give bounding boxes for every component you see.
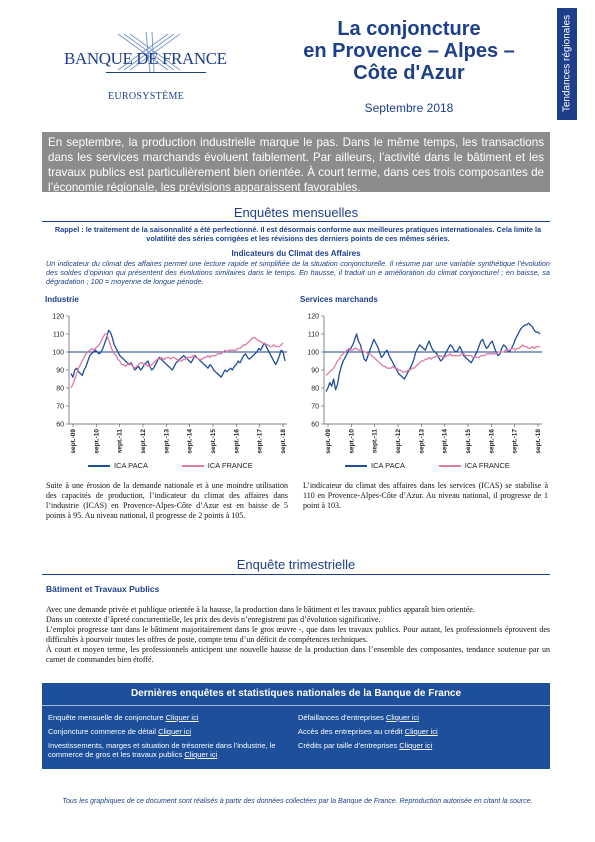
- x-tick-label: sept.-12: [140, 429, 147, 454]
- y-tick-label: 70: [56, 403, 64, 411]
- x-tick-label: sept.-14: [441, 429, 449, 454]
- y-tick-label: 110: [307, 331, 319, 339]
- logo: [58, 32, 228, 106]
- services-commentary: L’indicateur du climat des affaires dans les services (ICAS) se stabilise à 110 en Provence-Alpes-Côte d’Azur. Au niveau national, il progresse de 1 point à 103.: [303, 481, 548, 510]
- y-tick-label: 120: [307, 313, 319, 321]
- x-tick-label: sept.-10: [93, 429, 101, 454]
- x-tick-label: sept.-13: [163, 429, 171, 454]
- legend-paca: ICA PACA: [345, 461, 405, 470]
- side-tab: [557, 8, 577, 120]
- btp-heading: Bâtiment et Travaux Publics: [46, 584, 160, 594]
- side-tab-label: Tendances régionales: [561, 14, 573, 113]
- box-title: Dernières enquêtes et statistiques nationales de la Banque de France: [130, 688, 462, 699]
- link-credit-access[interactable]: Cliquer ici: [404, 727, 438, 736]
- y-tick-label: 110: [52, 331, 64, 339]
- box-item-credit-size: Crédits par taille d’entreprises Cliquer ici: [298, 741, 433, 750]
- btp-paragraph-2: Dans un contexte d’âpreté concurrentielle, les prix des devis n’enregistrent pas d’évolution significative.: [46, 615, 381, 624]
- title-line-2: en Provence – Alpes –: [303, 40, 515, 62]
- page-date: Septembre 2018: [364, 101, 454, 115]
- y-tick-label: 80: [311, 385, 319, 393]
- box-item-investments: Investissements, marges et situation de trésorerie dans l’industrie, le commerce de gros et les travaux publics Cliquer ici: [48, 741, 276, 759]
- y-tick-label: 90: [311, 367, 319, 375]
- btp-paragraph-4: À court et moyen terme, les professionnels anticipent une nouvelle hausse de la production dans l’ensemble des composantes, tendance soutenue par un carnet de commandes bien étoffé.: [46, 645, 550, 664]
- industry-chart: [45, 308, 295, 458]
- x-tick-label: sept.-16: [488, 429, 496, 454]
- btp-paragraph-1: Avec une demande privée et publique orientée à la hausse, la production dans le bâtiment et les travaux publics apparaît bien orientée.: [46, 605, 475, 614]
- box-item-retail: Conjoncture commerce de détail Cliquer ici: [48, 727, 191, 736]
- industry-chart-label: Industrie: [45, 295, 79, 304]
- btp-text: [46, 605, 550, 665]
- logo-rule: [106, 72, 206, 73]
- page-footer: Tous les graphiques de ce document sont réalisés à partir des données collectées par la Banque de France. Reproduction autorisée en citant la source.: [62, 798, 533, 805]
- services-chart-label: Services marchands: [300, 295, 378, 304]
- monthly-rule: [42, 221, 550, 222]
- quarterly-rule: [42, 574, 550, 575]
- logo-subtext: EUROSYSTÈME: [108, 91, 185, 102]
- link-retail[interactable]: Cliquer ici: [158, 727, 191, 736]
- x-tick-label: sept.-09: [70, 429, 77, 454]
- x-tick-label: sept.-16: [233, 429, 241, 454]
- x-tick-label: sept.-11: [371, 429, 379, 454]
- link-failures[interactable]: Cliquer ici: [385, 713, 419, 722]
- industry-commentary: Suite à une érosion de la demande nationale et à une moindre utilisation des capacités de production, l’indicateur du climat des affaires dans l’industrie (ICAS) en Provence-Alpes-Côte d’Azur est en baisse de 5 points à 95. Au niveau national, il progresse de 2 points à 105.: [46, 481, 288, 520]
- seasonality-note: Rappel : le traitement de la saisonnalité a été perfectionné. Il est désormais conforme aux meilleures pratiques internationales. Cela limite la volatilité des séries corrigées et les révisions des derniers points de ces mêmes séries.: [54, 225, 542, 243]
- x-tick-label: sept.-13: [418, 429, 426, 454]
- x-tick-label: sept.-11: [116, 429, 124, 454]
- x-tick-label: sept.-10: [348, 429, 356, 454]
- title-line-3: Côte d'Azur: [353, 62, 465, 84]
- x-tick-label: sept.-18: [535, 429, 542, 454]
- x-tick-label: sept.-17: [256, 429, 264, 454]
- title-line-1: La conjoncture: [337, 18, 481, 40]
- link-monthly-survey[interactable]: Cliquer ici: [165, 713, 199, 722]
- y-tick-label: 100: [52, 349, 64, 357]
- box-item-monthly-survey: Enquête mensuelle de conjoncture Cliquer ici: [48, 713, 199, 722]
- y-tick-label: 60: [311, 421, 319, 429]
- x-tick-label: sept.-17: [511, 429, 519, 454]
- btp-paragraph-3: L’emploi progresse tant dans le bâtiment majoritairement dans le gros œuvre -, que dans les travaux publics. Pour autant, les professionnels éprouvent des difficultés à pourvoir toutes les offres de poste, compte tenu d’un déficit de compétences techniques.: [46, 625, 550, 644]
- box-item-credit-access: Accès des entreprises au crédit Cliquer ici: [298, 727, 438, 736]
- y-tick-label: 80: [56, 385, 64, 393]
- ica-title: Indicateurs du Climat des Affaires: [231, 249, 361, 258]
- intro-summary: En septembre, la production industrielle marque le pas. Dans le même temps, les transactions dans les services marchands évoluent faiblement. Par ailleurs, l’activité dans le bâtiment et les travaux publics est particulièrement bien orientée. À court terme, dans ces trois composantes de l’économie régionale, les prévisions apparaissent favorables.: [42, 132, 550, 192]
- x-tick-label: sept.-12: [395, 429, 402, 454]
- x-tick-label: sept.-14: [186, 429, 194, 454]
- industry-legend: [88, 461, 288, 470]
- x-tick-label: sept.-15: [465, 429, 472, 454]
- box-item-failures: Défaillances d’entreprises Cliquer ici: [298, 713, 419, 722]
- y-tick-label: 90: [56, 367, 64, 375]
- legend-paca: ICA PACA: [88, 461, 148, 470]
- y-tick-label: 100: [307, 349, 319, 357]
- box-right-column: [298, 713, 543, 750]
- legend-france: ICA FRANCE: [182, 461, 253, 470]
- x-tick-label: sept.-18: [280, 429, 287, 454]
- y-tick-label: 70: [311, 403, 319, 411]
- services-chart: [300, 308, 550, 458]
- logo-text: BANQUE DE FRANCE: [64, 49, 227, 68]
- link-investments[interactable]: Cliquer ici: [184, 750, 218, 759]
- series-line-france: [71, 334, 283, 388]
- link-credit-size[interactable]: Cliquer ici: [399, 741, 433, 750]
- x-tick-label: sept.-15: [210, 429, 217, 454]
- monthly-title: Enquêtes mensuelles: [233, 205, 359, 220]
- latest-surveys-box: [42, 683, 550, 769]
- y-tick-label: 120: [52, 313, 64, 321]
- y-tick-label: 60: [56, 421, 64, 429]
- x-tick-label: sept.-09: [325, 429, 332, 454]
- ica-description: Un indicateur du climat des affaires permet une lecture rapide et simplifiée de la situation conjoncturelle. Il résume par une variable synthétique l’évolution des soldes d’opinion qui présentent des évolutions similaires dans le temps. En hausse, il traduit un e amélioration du climat conjoncturel ; en baisse, sa dégradation ; 100 = moyenne de longue période.: [46, 259, 550, 286]
- box-divider: [42, 705, 550, 706]
- services-legend: [345, 461, 545, 470]
- legend-france: ICA FRANCE: [439, 461, 510, 470]
- box-left-column: [48, 713, 293, 759]
- quarterly-title: Enquête trimestrielle: [236, 557, 356, 572]
- page-title: [284, 18, 534, 84]
